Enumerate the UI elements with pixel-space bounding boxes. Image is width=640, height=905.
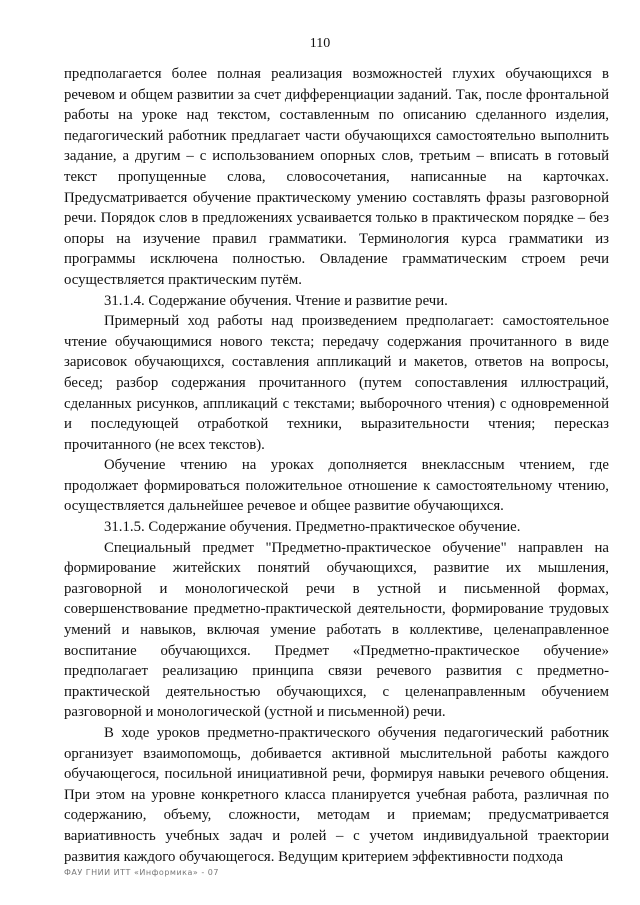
paragraph-special-subject: Специальный предмет "Предметно-практическое обучение" направлен на формирование житейских понятий обучающихся, развитие их мышления, разговорной и монологической речи в устной и письменной формах, совершенствование предметно-практической деятельности, формирование трудовых умений и навыков, включая умение работать в коллективе, целенаправленное воспитание обучающихся. Предмет «Предметно-практическое обучение» предполагает реализацию принципа связи речевого развития с предметно-практической деятельностью обучающихся, с целенаправленным обучением разговорной и монологической (устной и письменной) речи. (64, 539, 609, 721)
footer-watermark: ФАУ ГНИИ ИТТ «Информика» - 07 (64, 868, 219, 877)
paragraph-lesson-organization: В ходе уроков предметно-практического обучения педагогический работник организует взаимопомощь, добивается активной мыслительной работы каждого обучающегося, посильной инициативной речи, формируя навыки речевого общения. При этом на уровне конкретного класса планируется учебная работа, различная по содержанию, объему, сложности, методам и приемам; предусматривается вариативность учебных задач и ролей – с учетом индивидуальной траектории развития каждого обучающегося. Ведущим критерием эффективности подхода (64, 725, 609, 865)
section-heading-31-1-5: 31.1.5. Содержание обучения. Предметно-практическое обучение. (104, 519, 521, 536)
body-text (64, 64, 609, 867)
section-heading-31-1-4: 31.1.4. Содержание обучения. Чтение и развитие речи. (104, 292, 448, 309)
paragraph-reading-workflow: Примерный ход работы над произведением предполагает: самостоятельное чтение обучающимися нового текста; передачу содержания прочитанного в виде зарисовок обучающихся, составления аппликаций и макетов, ответов на вопросы, бесед; разбор содержания прочитанного (путем сопоставления иллюстраций, сделанных рисунков, аппликаций с текстами; выборочного чтения) с одновременной и последующей отработкой техники, выразительности чтения; пересказ прочитанного (не всех текстов). (64, 313, 609, 453)
paragraph-continuation: предполагается более полная реализация возможностей глухих обучающихся в речевом и общем развитии за счет дифференциации заданий. Так, после фронтальной работы на уроке над текстом, составленным по описанию сделанного изделия, педагогический работник предлагает части обучающихся самостоятельно выполнить задание, а другим – с использованием опорных слов, третьим – вписать в готовый текст пропущенные слова, словосочетания, написанные на карточках. Предусматривается обучение практическому умению составлять фразы разговорной речи. Порядок слов в предложениях усваивается только в практическом порядке – без опоры на изучение правил грамматики. Терминология курса грамматики из программы исключена полностью. Овладение грамматическим строем речи осуществляется практическим путём. (64, 66, 609, 288)
page-number: 110 (309, 36, 331, 51)
paragraph-extracurricular-reading: Обучение чтению на уроках дополняется внеклассным чтением, где продолжает формироваться положительное отношение к самостоятельному чтению, осуществляется дальнейшее речевое и общее развитие обучающихся. (64, 457, 609, 515)
